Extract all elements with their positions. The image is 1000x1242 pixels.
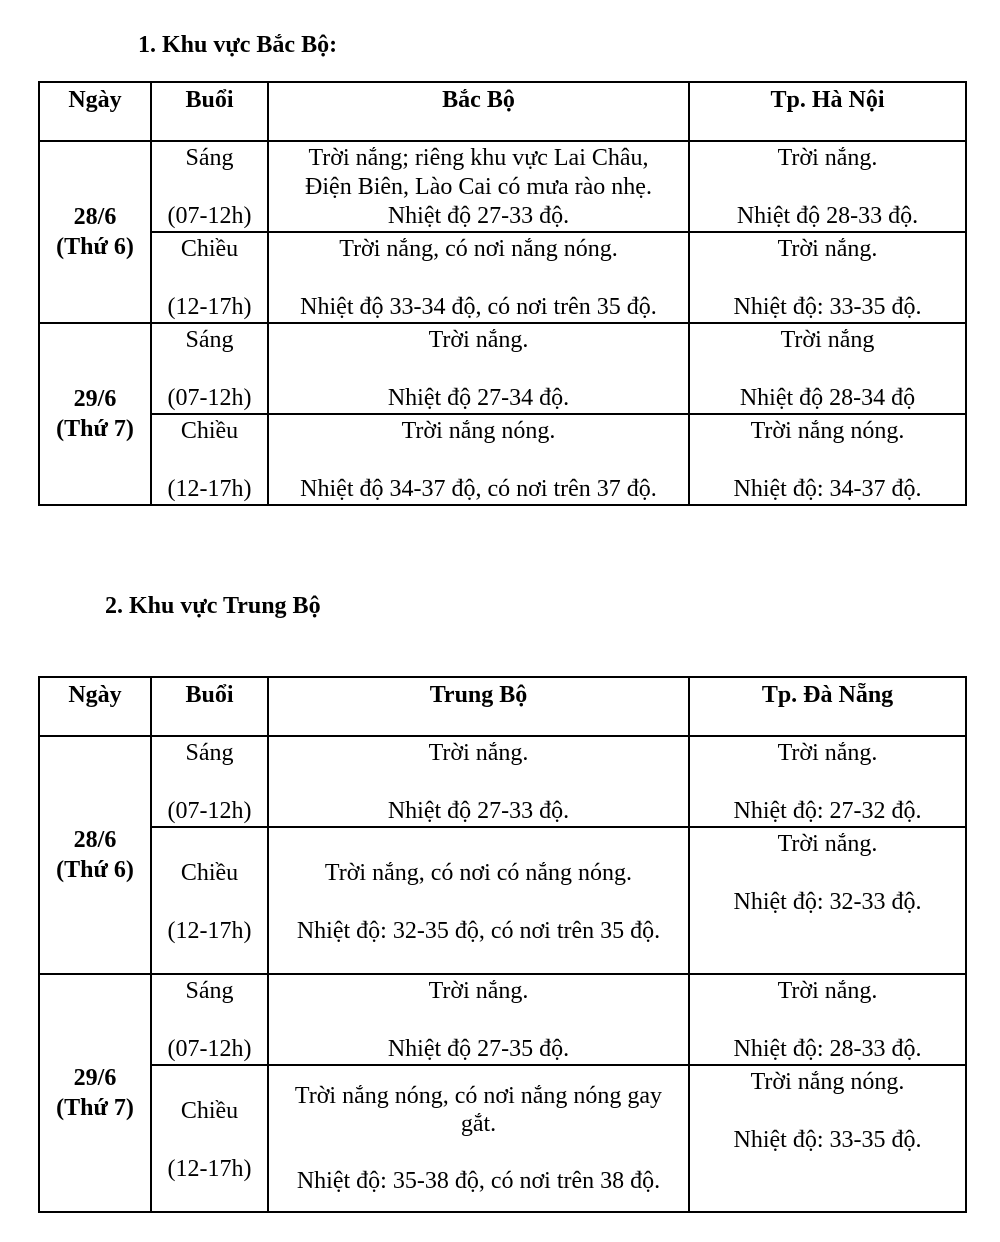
- forecast-line: Trời nắng, có nơi nắng nóng.: [339, 236, 618, 262]
- forecast-line: Nhiệt độ: 28-33 độ.: [733, 1036, 922, 1062]
- session-cell: [151, 827, 268, 974]
- city-forecast: [689, 232, 966, 323]
- session-label: Sáng: [185, 327, 234, 353]
- header-day: Ngày: [39, 82, 151, 141]
- region-forecast: [268, 736, 689, 827]
- forecast-line: Nhiệt độ 27-33 độ.: [387, 798, 570, 824]
- region-forecast: [268, 827, 689, 974]
- forecast-line: Nhiệt độ: 32-33 độ.: [733, 889, 922, 915]
- session-label: Chiều: [180, 236, 239, 262]
- forecast-line: Trời nắng.: [428, 740, 529, 766]
- forecast-line: Trời nắng.: [428, 327, 529, 353]
- table-row: [39, 232, 966, 323]
- forecast-line: Trời nắng.: [777, 831, 878, 857]
- date-label: 28/6: [73, 204, 117, 230]
- forecast-line: Nhiệt độ 27-35 độ.: [387, 1036, 570, 1062]
- header-session: Buổi: [151, 82, 268, 141]
- region-forecast: [268, 414, 689, 505]
- city-forecast: [689, 414, 966, 505]
- day-cell: [39, 323, 151, 505]
- forecast-line: Trời nắng.: [777, 145, 878, 171]
- forecast-line: Nhiệt độ: 27-32 độ.: [733, 798, 922, 824]
- forecast-line: Nhiệt độ 34-37 độ, có nơi trên 37 độ.: [300, 476, 657, 502]
- forecast-line: Trời nắng nóng.: [750, 418, 905, 444]
- forecast-line: Nhiệt độ 33-34 độ, có nơi trên 35 độ.: [300, 294, 657, 320]
- session-hours: (12-17h): [167, 476, 252, 502]
- forecast-line: Trời nắng.: [777, 978, 878, 1004]
- table-row: [39, 141, 966, 232]
- section-2-heading: 2. Khu vực Trung Bộ: [105, 593, 321, 619]
- header-city: Tp. Hà Nội: [689, 82, 966, 141]
- forecast-line: Trời nắng nóng, có nơi nắng nóng gay: [294, 1083, 663, 1109]
- weekday-label: (Thứ 6): [56, 234, 134, 260]
- forecast-line: Nhiệt độ 28-34 độ: [739, 385, 916, 411]
- region-forecast: [268, 323, 689, 414]
- header-day: Ngày: [39, 677, 151, 736]
- session-cell: [151, 232, 268, 323]
- section-1-heading: 1. Khu vực Bắc Bộ:: [138, 32, 338, 58]
- forecast-line: Trời nắng.: [428, 978, 529, 1004]
- table-row: [39, 827, 966, 974]
- forecast-table-trung-bo: [38, 676, 967, 1213]
- table-header-row: [39, 82, 966, 141]
- day-cell: [39, 736, 151, 974]
- session-label: Chiều: [180, 1098, 239, 1124]
- forecast-line: Điện Biên, Lào Cai có mưa rào nhẹ.: [305, 174, 652, 200]
- table-row: [39, 736, 966, 827]
- city-forecast: [689, 141, 966, 232]
- forecast-line: Nhiệt độ: 32-35 độ, có nơi trên 35 độ.: [296, 918, 661, 944]
- day-cell: [39, 974, 151, 1212]
- table-row: [39, 974, 966, 1065]
- session-label: Sáng: [185, 145, 234, 171]
- region-forecast: [268, 141, 689, 232]
- region-forecast: [268, 232, 689, 323]
- forecast-line: Trời nắng.: [777, 740, 878, 766]
- session-hours: (07-12h): [167, 203, 252, 229]
- forecast-line: Nhiệt độ: 33-35 độ.: [733, 1127, 922, 1153]
- forecast-line: Trời nắng nóng.: [401, 418, 556, 444]
- table-row: [39, 323, 966, 414]
- session-hours: (12-17h): [167, 294, 252, 320]
- session-cell: [151, 414, 268, 505]
- forecast-line: Trời nắng: [780, 327, 875, 353]
- date-label: 28/6: [73, 827, 117, 853]
- date-label: 29/6: [73, 386, 117, 412]
- session-hours: (07-12h): [167, 1036, 252, 1062]
- forecast-line: Trời nắng; riêng khu vực Lai Châu,: [308, 145, 649, 171]
- session-label: Chiều: [180, 860, 239, 886]
- city-forecast: [689, 974, 966, 1065]
- forecast-line: Trời nắng.: [777, 236, 878, 262]
- session-hours: (12-17h): [167, 1156, 252, 1182]
- forecast-line: Trời nắng, có nơi có nắng nóng.: [324, 860, 633, 886]
- session-cell: [151, 323, 268, 414]
- weekday-label: (Thứ 6): [56, 857, 134, 883]
- session-label: Chiều: [180, 418, 239, 444]
- session-hours: (07-12h): [167, 798, 252, 824]
- city-forecast: [689, 827, 966, 974]
- city-forecast: [689, 1065, 966, 1212]
- forecast-line: gắt.: [460, 1111, 497, 1137]
- header-region: Bắc Bộ: [268, 82, 689, 141]
- city-forecast: [689, 323, 966, 414]
- session-cell: [151, 736, 268, 827]
- forecast-table-bac-bo: [38, 81, 967, 506]
- session-cell: [151, 974, 268, 1065]
- forecast-line: Nhiệt độ: 35-38 độ, có nơi trên 38 độ.: [296, 1168, 661, 1194]
- day-cell: [39, 141, 151, 323]
- session-cell: [151, 1065, 268, 1212]
- session-hours: (12-17h): [167, 918, 252, 944]
- table-header-row: [39, 677, 966, 736]
- header-region: Trung Bộ: [268, 677, 689, 736]
- forecast-line: Nhiệt độ: 34-37 độ.: [733, 476, 922, 502]
- session-label: Sáng: [185, 978, 234, 1004]
- region-forecast: [268, 974, 689, 1065]
- header-session: Buổi: [151, 677, 268, 736]
- forecast-line: Nhiệt độ: 33-35 độ.: [733, 294, 922, 320]
- forecast-line: Nhiệt độ 27-34 độ.: [387, 385, 570, 411]
- city-forecast: [689, 736, 966, 827]
- table-row: [39, 1065, 966, 1212]
- forecast-line: Nhiệt độ 28-33 độ.: [736, 203, 919, 229]
- weekday-label: (Thứ 7): [56, 1095, 134, 1121]
- forecast-line: Nhiệt độ 27-33 độ.: [387, 203, 570, 229]
- region-forecast: [268, 1065, 689, 1212]
- date-label: 29/6: [73, 1065, 117, 1091]
- session-cell: [151, 141, 268, 232]
- header-city: Tp. Đà Nẵng: [689, 677, 966, 736]
- weekday-label: (Thứ 7): [56, 416, 134, 442]
- session-label: Sáng: [185, 740, 234, 766]
- forecast-line: Trời nắng nóng.: [750, 1069, 905, 1095]
- table-row: [39, 414, 966, 505]
- session-hours: (07-12h): [167, 385, 252, 411]
